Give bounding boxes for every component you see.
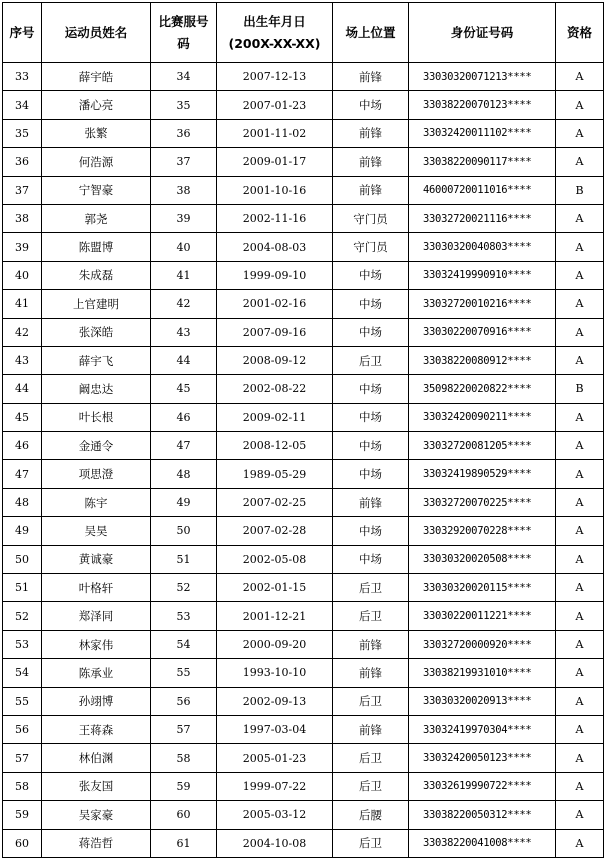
cell-id-number: 33032720010216**** (409, 290, 556, 318)
table-row (3, 233, 604, 261)
cell-name: 叶格轩 (42, 574, 151, 602)
cell-birth: 2007-02-25 (217, 488, 333, 516)
cell-birth: 1999-09-10 (217, 261, 333, 289)
table-row (3, 687, 604, 715)
cell-qualification: A (556, 204, 604, 232)
cell-qualification: A (556, 574, 604, 602)
cell-index: 56 (3, 715, 42, 743)
cell-position: 前锋 (333, 119, 409, 147)
cell-jersey: 44 (151, 346, 217, 374)
cell-birth: 2001-12-21 (217, 602, 333, 630)
table-row (3, 432, 604, 460)
cell-qualification: A (556, 290, 604, 318)
cell-birth: 2007-09-16 (217, 318, 333, 346)
cell-jersey: 37 (151, 148, 217, 176)
table-row (3, 630, 604, 658)
cell-name: 潘心亮 (42, 91, 151, 119)
cell-name: 黄诚豪 (42, 545, 151, 573)
cell-birth: 2009-01-17 (217, 148, 333, 176)
cell-name: 张友国 (42, 772, 151, 800)
cell-id-number: 33032420011102**** (409, 119, 556, 147)
table-row (3, 148, 604, 176)
cell-qualification: A (556, 91, 604, 119)
table-row (3, 403, 604, 431)
header-position: 场上位置 (333, 3, 409, 63)
cell-position: 前锋 (333, 148, 409, 176)
cell-jersey: 41 (151, 261, 217, 289)
cell-name: 郑泽同 (42, 602, 151, 630)
table-row (3, 829, 604, 857)
cell-index: 33 (3, 63, 42, 91)
cell-position: 后卫 (333, 829, 409, 857)
cell-position: 中场 (333, 290, 409, 318)
header-name: 运动员姓名 (42, 3, 151, 63)
cell-qualification: A (556, 63, 604, 91)
cell-id-number: 33038220050312**** (409, 801, 556, 829)
table-row (3, 460, 604, 488)
cell-position: 中场 (333, 403, 409, 431)
cell-qualification: A (556, 318, 604, 346)
cell-name: 陈宇 (42, 488, 151, 516)
cell-position: 中场 (333, 375, 409, 403)
cell-position: 中场 (333, 460, 409, 488)
table-row (3, 715, 604, 743)
cell-qualification: A (556, 829, 604, 857)
cell-jersey: 47 (151, 432, 217, 460)
cell-name: 金通令 (42, 432, 151, 460)
cell-qualification: A (556, 261, 604, 289)
cell-id-number: 33030320020508**** (409, 545, 556, 573)
cell-birth: 2007-02-28 (217, 517, 333, 545)
cell-name: 郭尧 (42, 204, 151, 232)
cell-id-number: 33032619990722**** (409, 772, 556, 800)
cell-qualification: A (556, 432, 604, 460)
cell-jersey: 39 (151, 204, 217, 232)
roster-table-container (2, 2, 604, 858)
cell-id-number: 33032419970304**** (409, 715, 556, 743)
cell-jersey: 49 (151, 488, 217, 516)
cell-qualification: A (556, 403, 604, 431)
cell-birth: 2007-01-23 (217, 91, 333, 119)
cell-position: 后卫 (333, 346, 409, 374)
cell-id-number: 33032920070228**** (409, 517, 556, 545)
cell-index: 34 (3, 91, 42, 119)
cell-position: 中场 (333, 261, 409, 289)
cell-birth: 2008-12-05 (217, 432, 333, 460)
cell-index: 52 (3, 602, 42, 630)
cell-position: 守门员 (333, 204, 409, 232)
cell-position: 前锋 (333, 488, 409, 516)
cell-qualification: B (556, 375, 604, 403)
cell-jersey: 57 (151, 715, 217, 743)
cell-id-number: 33030220070916**** (409, 318, 556, 346)
cell-position: 前锋 (333, 659, 409, 687)
cell-index: 49 (3, 517, 42, 545)
table-row (3, 204, 604, 232)
cell-qualification: A (556, 460, 604, 488)
cell-index: 35 (3, 119, 42, 147)
cell-birth: 1997-03-04 (217, 715, 333, 743)
cell-position: 前锋 (333, 715, 409, 743)
cell-index: 46 (3, 432, 42, 460)
cell-qualification: A (556, 488, 604, 516)
table-row (3, 488, 604, 516)
cell-index: 55 (3, 687, 42, 715)
cell-index: 38 (3, 204, 42, 232)
cell-name: 薛宇皓 (42, 63, 151, 91)
cell-qualification: A (556, 517, 604, 545)
cell-index: 42 (3, 318, 42, 346)
cell-jersey: 42 (151, 290, 217, 318)
cell-jersey: 60 (151, 801, 217, 829)
cell-position: 前锋 (333, 176, 409, 204)
cell-jersey: 55 (151, 659, 217, 687)
table-row (3, 375, 604, 403)
cell-birth: 1993-10-10 (217, 659, 333, 687)
table-row (3, 772, 604, 800)
table-row (3, 602, 604, 630)
cell-id-number: 33038220041008**** (409, 829, 556, 857)
header-jersey-line1: 比赛服号 (158, 13, 209, 29)
cell-name: 上官建明 (42, 290, 151, 318)
table-row (3, 318, 604, 346)
table-row (3, 801, 604, 829)
header-id-number: 身份证号码 (409, 3, 556, 63)
cell-qualification: A (556, 715, 604, 743)
cell-name: 陈承业 (42, 659, 151, 687)
cell-index: 59 (3, 801, 42, 829)
cell-birth: 2005-03-12 (217, 801, 333, 829)
cell-index: 60 (3, 829, 42, 857)
cell-jersey: 34 (151, 63, 217, 91)
cell-index: 37 (3, 176, 42, 204)
header-birth-line2: (200X-XX-XX) (228, 35, 321, 51)
header-index: 序号 (3, 3, 42, 63)
header-jersey (151, 3, 217, 63)
cell-birth: 2002-08-22 (217, 375, 333, 403)
cell-id-number: 46000720011016**** (409, 176, 556, 204)
cell-birth: 2004-08-03 (217, 233, 333, 261)
cell-name: 吴昊 (42, 517, 151, 545)
cell-jersey: 58 (151, 744, 217, 772)
cell-index: 47 (3, 460, 42, 488)
table-row (3, 91, 604, 119)
cell-position: 中场 (333, 545, 409, 573)
cell-name: 张深皓 (42, 318, 151, 346)
cell-qualification: A (556, 119, 604, 147)
cell-index: 58 (3, 772, 42, 800)
cell-jersey: 46 (151, 403, 217, 431)
table-row (3, 261, 604, 289)
cell-position: 前锋 (333, 63, 409, 91)
cell-jersey: 59 (151, 772, 217, 800)
cell-qualification: A (556, 148, 604, 176)
cell-id-number: 33032720000920**** (409, 630, 556, 658)
cell-birth: 2009-02-11 (217, 403, 333, 431)
cell-index: 44 (3, 375, 42, 403)
cell-name: 林家伟 (42, 630, 151, 658)
cell-jersey: 52 (151, 574, 217, 602)
cell-birth: 2001-11-02 (217, 119, 333, 147)
cell-position: 中场 (333, 318, 409, 346)
cell-name: 朱成磊 (42, 261, 151, 289)
cell-name: 薛宇飞 (42, 346, 151, 374)
cell-name: 林伯渊 (42, 744, 151, 772)
cell-position: 前锋 (333, 630, 409, 658)
cell-position: 中场 (333, 432, 409, 460)
cell-birth: 2000-09-20 (217, 630, 333, 658)
cell-position: 后卫 (333, 574, 409, 602)
table-row (3, 545, 604, 573)
cell-birth: 1999-07-22 (217, 772, 333, 800)
cell-jersey: 36 (151, 119, 217, 147)
table-row (3, 659, 604, 687)
cell-id-number: 33030320071213**** (409, 63, 556, 91)
cell-birth: 2005-01-23 (217, 744, 333, 772)
cell-qualification: A (556, 233, 604, 261)
cell-jersey: 54 (151, 630, 217, 658)
cell-name: 宁智豪 (42, 176, 151, 204)
cell-id-number: 33032720081205**** (409, 432, 556, 460)
header-row (3, 3, 604, 63)
cell-index: 45 (3, 403, 42, 431)
cell-jersey: 35 (151, 91, 217, 119)
cell-position: 后卫 (333, 602, 409, 630)
cell-name: 何浩源 (42, 148, 151, 176)
cell-jersey: 43 (151, 318, 217, 346)
cell-position: 守门员 (333, 233, 409, 261)
cell-id-number: 33032420050123**** (409, 744, 556, 772)
cell-position: 中场 (333, 91, 409, 119)
cell-qualification: A (556, 772, 604, 800)
cell-id-number: 33038220090117**** (409, 148, 556, 176)
cell-jersey: 38 (151, 176, 217, 204)
cell-id-number: 33030320020115**** (409, 574, 556, 602)
cell-birth: 2004-10-08 (217, 829, 333, 857)
table-row (3, 517, 604, 545)
cell-index: 41 (3, 290, 42, 318)
cell-qualification: B (556, 176, 604, 204)
cell-id-number: 33032720070225**** (409, 488, 556, 516)
cell-index: 43 (3, 346, 42, 374)
cell-index: 57 (3, 744, 42, 772)
cell-name: 阚忠达 (42, 375, 151, 403)
cell-jersey: 45 (151, 375, 217, 403)
cell-jersey: 51 (151, 545, 217, 573)
table-row (3, 574, 604, 602)
cell-jersey: 56 (151, 687, 217, 715)
cell-birth: 2002-11-16 (217, 204, 333, 232)
roster-table (2, 2, 604, 858)
cell-name: 蒋浩哲 (42, 829, 151, 857)
cell-birth: 1989-05-29 (217, 460, 333, 488)
cell-qualification: A (556, 602, 604, 630)
cell-qualification: A (556, 346, 604, 374)
cell-jersey: 61 (151, 829, 217, 857)
cell-qualification: A (556, 687, 604, 715)
table-row (3, 63, 604, 91)
cell-name: 孙翊博 (42, 687, 151, 715)
cell-position: 后卫 (333, 744, 409, 772)
roster-body (3, 63, 604, 858)
cell-id-number: 33038220070123**** (409, 91, 556, 119)
cell-birth: 2008-09-12 (217, 346, 333, 374)
cell-jersey: 50 (151, 517, 217, 545)
cell-birth: 2001-10-16 (217, 176, 333, 204)
cell-index: 36 (3, 148, 42, 176)
cell-birth: 2001-02-16 (217, 290, 333, 318)
cell-index: 54 (3, 659, 42, 687)
cell-jersey: 53 (151, 602, 217, 630)
cell-name: 叶长根 (42, 403, 151, 431)
cell-name: 项思澄 (42, 460, 151, 488)
cell-name: 张繁 (42, 119, 151, 147)
cell-id-number: 33038219931010**** (409, 659, 556, 687)
cell-qualification: A (556, 630, 604, 658)
cell-index: 48 (3, 488, 42, 516)
cell-id-number: 33030320020913**** (409, 687, 556, 715)
cell-id-number: 33032419990910**** (409, 261, 556, 289)
header-jersey-line2: 码 (177, 35, 190, 51)
header-qualification: 资格 (556, 3, 604, 63)
cell-position: 中场 (333, 517, 409, 545)
cell-qualification: A (556, 659, 604, 687)
cell-id-number: 33038220080912**** (409, 346, 556, 374)
cell-jersey: 48 (151, 460, 217, 488)
cell-position: 后腰 (333, 801, 409, 829)
cell-index: 50 (3, 545, 42, 573)
table-row (3, 290, 604, 318)
cell-index: 53 (3, 630, 42, 658)
cell-position: 后卫 (333, 772, 409, 800)
table-row (3, 176, 604, 204)
cell-index: 51 (3, 574, 42, 602)
cell-name: 王蒋森 (42, 715, 151, 743)
cell-id-number: 33032419890529**** (409, 460, 556, 488)
cell-qualification: A (556, 545, 604, 573)
cell-birth: 2002-05-08 (217, 545, 333, 573)
cell-index: 39 (3, 233, 42, 261)
cell-id-number: 33032720021116**** (409, 204, 556, 232)
cell-index: 40 (3, 261, 42, 289)
cell-id-number: 33030320040803**** (409, 233, 556, 261)
header-birth (217, 3, 333, 63)
cell-id-number: 33030220011221**** (409, 602, 556, 630)
table-row (3, 346, 604, 374)
cell-birth: 2002-01-15 (217, 574, 333, 602)
cell-qualification: A (556, 744, 604, 772)
header-birth-line1: 出生年月日 (243, 13, 306, 29)
table-row (3, 119, 604, 147)
cell-name: 陈盟博 (42, 233, 151, 261)
cell-birth: 2007-12-13 (217, 63, 333, 91)
cell-qualification: A (556, 801, 604, 829)
cell-name: 吴家豪 (42, 801, 151, 829)
cell-jersey: 40 (151, 233, 217, 261)
table-row (3, 744, 604, 772)
cell-id-number: 35098220020822**** (409, 375, 556, 403)
cell-id-number: 33032420090211**** (409, 403, 556, 431)
cell-position: 后卫 (333, 687, 409, 715)
cell-birth: 2002-09-13 (217, 687, 333, 715)
